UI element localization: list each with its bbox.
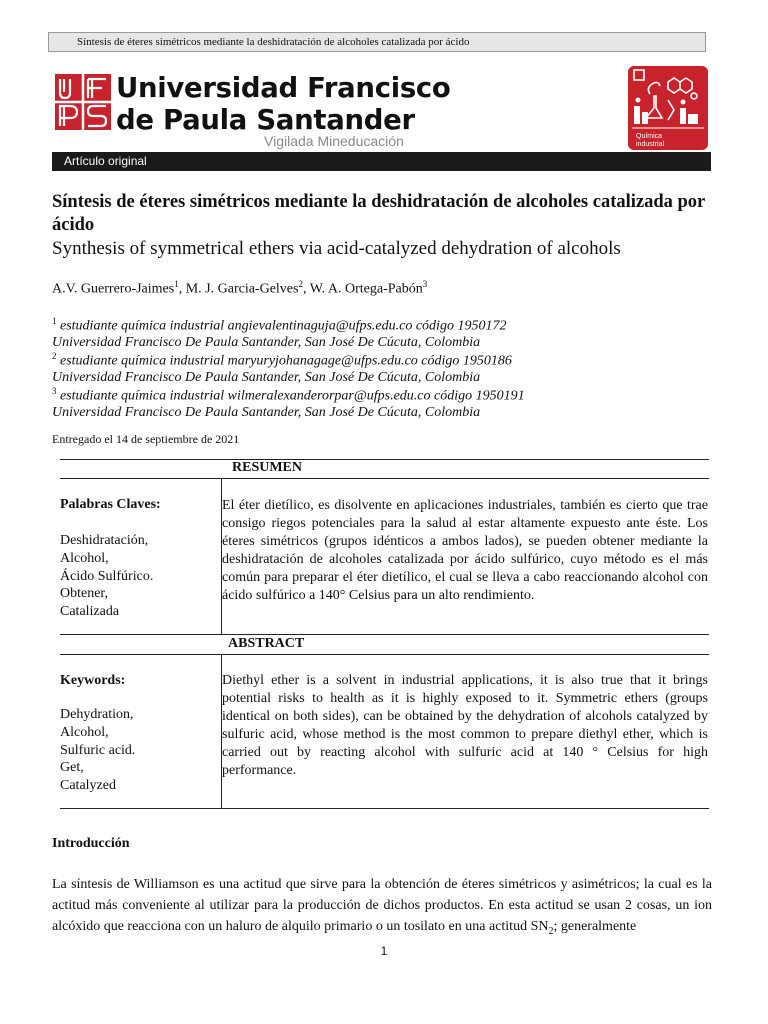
keyword: Obtener, [60,586,109,602]
affiliation-contact: estudiante química industrial angievalentinaguja@ufps.edu.co código 1950172 [56,318,507,334]
keyword: Ácido Sulfúrico. [60,568,154,584]
keyword: Deshidratación, [60,533,149,548]
author-separator: , [178,281,186,297]
author-separator: , [302,281,310,297]
abstract-heading: ABSTRACT [228,636,305,651]
resumen-heading: RESUMEN [232,460,303,475]
keywords-title: Keywords: [60,673,126,688]
keyword: Catalyzed [60,778,116,794]
affiliation-mark: 1 [52,316,57,326]
divider [60,808,709,809]
affiliation-mark: 2 [52,351,57,361]
palabras-claves-list [60,532,153,621]
subscript: 2 [548,925,554,937]
resumen-text: El éter dietílico, es disolvente en aplicaciones industriales, también es cierto que trae consigo riegos potenciales para la salud al estar altamente expuesto ante éste. Los éteres simétricos (grupos idénticos a ambos lados), se pueden obtener mediante la deshidratación de alcoholes catalizada por ácido sulfúrico, cuyo método es el más común para preparar el éter dietílico, el cual se lleva a cabo reaccionando alcohol con ácido sulfúrico a 140° Celsius para un alto rendimiento. [222,498,708,603]
affiliation-institution: Universidad Francisco De Paula Santander, San José De Cúcuta, Colombia [52,404,481,420]
abstract-text: Diethyl ether is a solvent in industrial applications, it is also true that it brings potential risks to health as it is highly exposed to it. Symmetric ethers (groups identical on both sides), can be obtained by the dehydration of alcohols catalyzed by sulfuric acid, whose method is the most common to prepare diethyl ether, which is carried out by reacting alcohol with sulfuric acid at 140 ° Celsius for high performance. [222,673,708,778]
university-name-line1: Universidad Francisco [116,72,451,104]
author-name: A.V. Guerrero-Jaimes [52,281,175,297]
author-affiliation-mark: 3 [422,279,428,289]
divider [60,654,709,655]
delivery-date: Entregado el 14 de septiembre de 2021 [52,432,240,446]
keywords-list [60,706,135,795]
keyword: Catalizada [60,604,120,620]
university-name-line2: de Paula Santander [116,104,415,136]
divider [60,478,709,479]
page-number: 1 [380,944,388,958]
affiliation-contact: estudiante química industrial wilmeralexanderorpar@ufps.edu.co código 1950191 [56,388,525,404]
article-type-bar [52,152,711,171]
keyword: Get, [60,760,84,776]
quimica-industrial-logo [628,66,708,150]
affiliation-1 [52,316,506,351]
title-spanish: Síntesis de éteres simétricos mediante la deshidratación de alcoholes catalizada por ácido [52,192,705,235]
palabras-claves-title: Palabras Claves: [60,497,161,512]
affiliation-institution: Universidad Francisco De Paula Santander, San José De Cúcuta, Colombia [52,369,481,385]
article-type-label: Artículo original [64,154,147,168]
divider [60,459,709,460]
author-affiliation-mark: 2 [298,279,303,289]
author-name: M. J. Garcia-Gelves [185,281,299,297]
affiliation-institution: Universidad Francisco De Paula Santander, San José De Cúcuta, Colombia [52,334,481,350]
affiliation-2 [52,351,512,386]
keyword: Alcohol, [60,724,109,740]
affiliation-mark: 3 [52,386,57,396]
running-header: Síntesis de éteres simétricos mediante la deshidratación de alcoholes catalizada por ácido [48,32,706,52]
ufps-logo [55,74,111,130]
keyword: Dehydration, [60,707,134,722]
program-label-line1: Química [636,133,663,140]
university-name [116,72,450,136]
program-label-line2: industrial [636,141,665,148]
keyword: Sulfuric acid. [60,742,136,758]
affiliation-contact: estudiante química industrial maryuryjohanagage@ufps.edu.co código 1950186 [56,353,512,369]
introduction-paragraph-continued: ; generalmente [553,919,637,934]
title-english: Synthesis of symmetrical ethers via acid-catalyzed dehydration of alcohols [52,238,621,259]
author-affiliation-mark: 1 [174,279,179,289]
university-tagline: Vigilada Mineducación [264,133,404,149]
divider [60,634,709,635]
author-name: W. A. Ortega-Pabón [309,281,423,297]
affiliation-3 [52,386,525,421]
keyword: Alcohol, [60,550,109,566]
author-list [52,279,427,298]
introduction-heading: Introducción [52,836,130,851]
introduction-text [52,874,712,942]
introduction-paragraph: La síntesis de Williamson es una actitud que sirve para la obtención de éteres simétricos y asimétricos; la cual es la actitud más conveniente al utilizar para la producción de dichos productos. En esta actitud se usan 2 cosas, un ion alcóxido que reacciona con un haluro de alquilo primario o un tosilato en una actitud SN [52,877,712,934]
